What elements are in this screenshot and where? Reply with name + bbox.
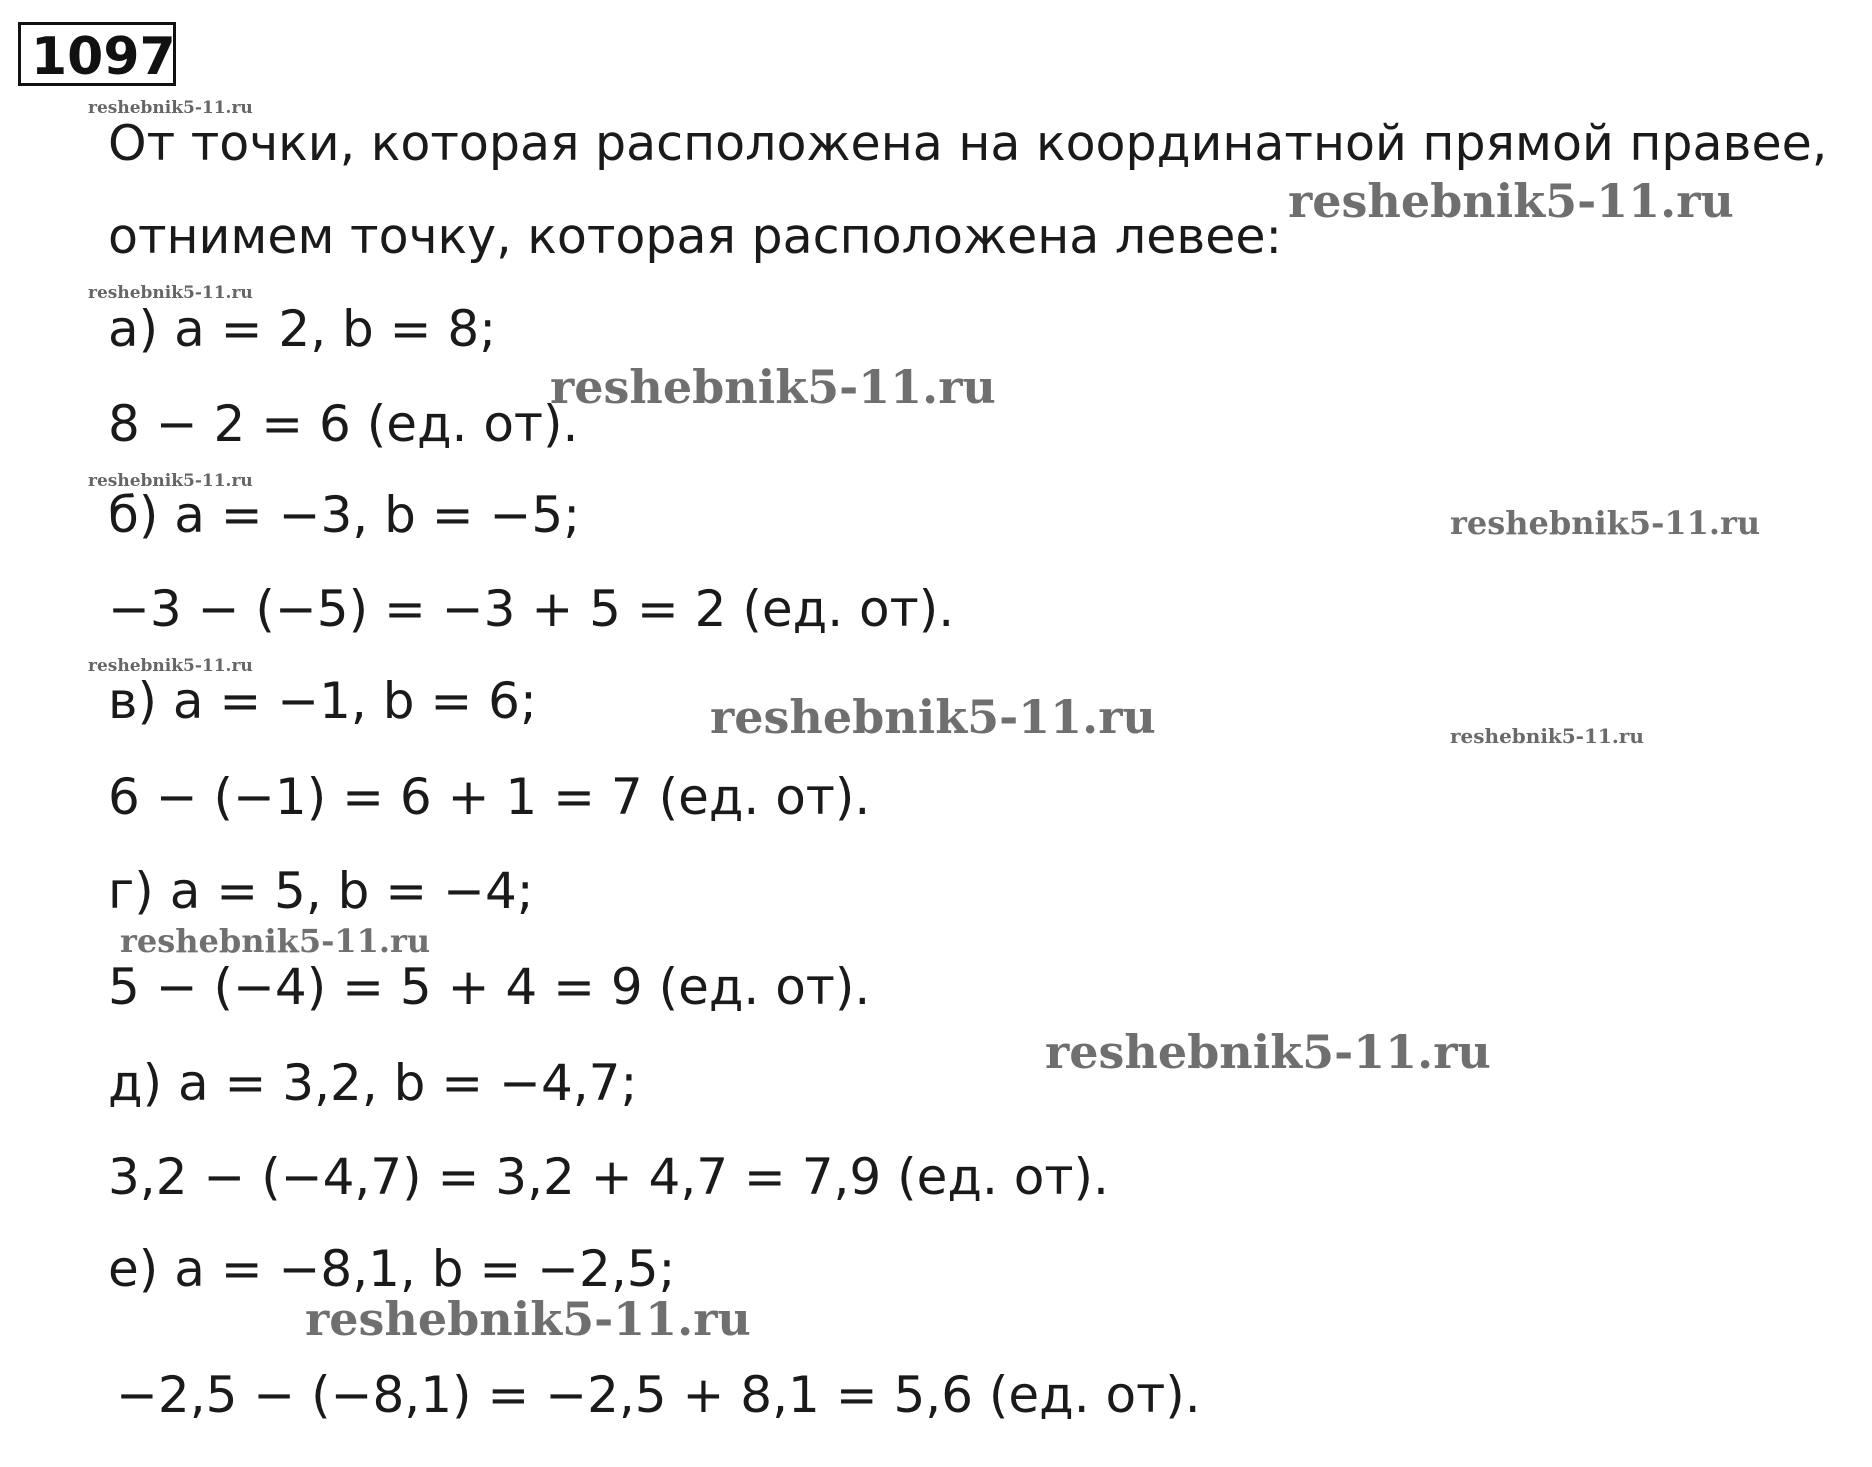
item-solution: 6 − (−1) = 6 + 1 = 7 (ед. от).: [108, 768, 871, 826]
item-solution: −2,5 − (−8,1) = −2,5 + 8,1 = 5,6 (ед. от).: [116, 1366, 1201, 1424]
item-solution: 8 − 2 = 6 (ед. от).: [108, 395, 579, 453]
item-solution: 5 − (−4) = 5 + 4 = 9 (ед. от).: [108, 958, 871, 1016]
watermark: reshebnik5-11.ru: [88, 98, 253, 118]
given-a: a = −1: [172, 672, 351, 730]
watermark: reshebnik5-11.ru: [88, 283, 253, 303]
given-b: b = −4,7;: [393, 1054, 638, 1112]
item-label: д): [108, 1054, 163, 1112]
given-b: b = −5;: [384, 486, 581, 544]
item-solution: −3 − (−5) = −3 + 5 = 2 (ед. от).: [108, 580, 955, 638]
given-a: a = 3,2: [177, 1054, 362, 1112]
intro-line-2: отнимем точку, которая расположена левее:: [108, 208, 1283, 265]
item-given: а) a = 2, b = 8;: [108, 300, 497, 358]
intro-line-1: От точки, которая расположена на координатной прямой правее,: [108, 115, 1828, 172]
watermark: reshebnik5-11.ru: [1450, 504, 1761, 542]
item-label: б): [108, 486, 159, 544]
watermark: reshebnik5-11.ru: [88, 471, 253, 491]
given-b: b = −4;: [337, 862, 534, 920]
item-given: б) a = −3, b = −5;: [108, 486, 581, 544]
given-a: a = −8,1: [174, 1240, 400, 1298]
watermark: reshebnik5-11.ru: [550, 360, 996, 414]
item-label: г): [108, 862, 154, 920]
item-given: д) a = 3,2, b = −4,7;: [108, 1054, 638, 1112]
item-solution: 3,2 − (−4,7) = 3,2 + 4,7 = 7,9 (ед. от).: [108, 1148, 1109, 1206]
watermark: reshebnik5-11.ru: [1288, 174, 1734, 228]
given-b: b = 8;: [342, 300, 497, 358]
given-a: a = 5: [169, 862, 306, 920]
item-given: е) a = −8,1, b = −2,5;: [108, 1240, 676, 1298]
watermark: reshebnik5-11.ru: [305, 1292, 751, 1346]
item-given: г) a = 5, b = −4;: [108, 862, 534, 920]
item-label: в): [108, 672, 157, 730]
given-b: b = 6;: [382, 672, 537, 730]
watermark: reshebnik5-11.ru: [88, 656, 253, 676]
watermark: reshebnik5-11.ru: [710, 690, 1156, 744]
given-a: a = 2: [174, 300, 311, 358]
given-b: b = −2,5;: [431, 1240, 676, 1298]
task-number: 1097: [18, 22, 176, 86]
watermark: reshebnik5-11.ru: [120, 922, 431, 960]
item-given: в) a = −1, b = 6;: [108, 672, 537, 730]
given-a: a = −3: [174, 486, 353, 544]
item-label: е): [108, 1240, 159, 1298]
watermark: reshebnik5-11.ru: [1045, 1025, 1491, 1079]
item-label: а): [108, 300, 159, 358]
watermark: reshebnik5-11.ru: [1450, 724, 1644, 748]
